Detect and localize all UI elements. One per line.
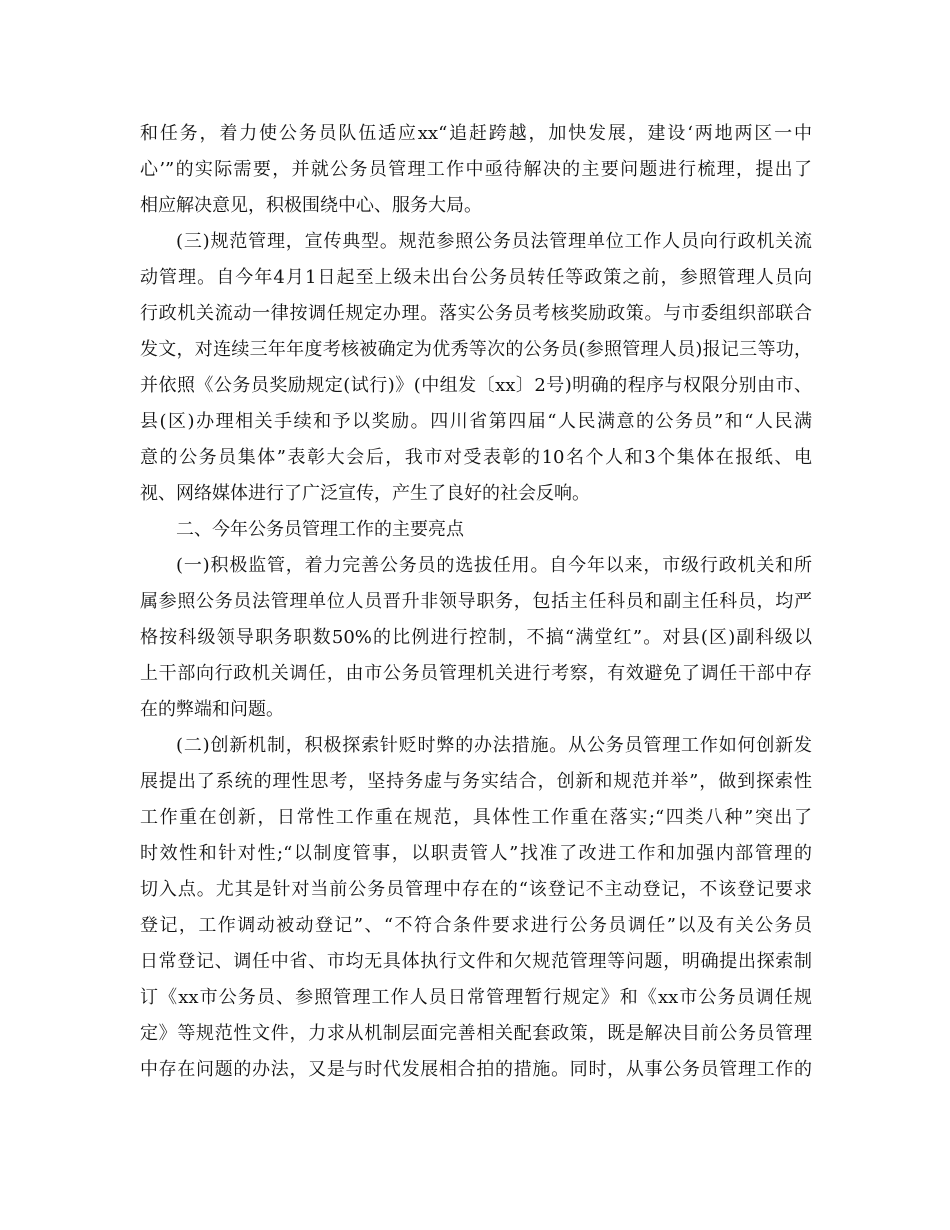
text-line: 展提出了系统的理性思考，坚持务虚与务实结合，创新和规范并举”，做到探索性 [140,771,812,792]
text-line: 心’”的实际需要，并就公务员管理工作中亟待解决的主要问题进行梳理，提出了 [140,159,812,180]
text-line: 切入点。尤其是针对当前公务员管理中存在的“该登记不主动登记，不该登记要求 [140,879,812,900]
text-line: 工作重在创新，日常性工作重在规范，具体性工作重在落实;“四类八种”突出了 [140,807,812,828]
text-line: (三)规范管理，宣传典型。规范参照公务员法管理单位工作人员向行政机关流 [176,231,812,252]
text-line: 并依照《公务员奖励规定(试行)》(中组发〔xx〕2号)明确的程序与权限分别由市、 [140,375,812,396]
text-line: 格按科级领导职务职数50%的比例进行控制，不搞“满堂红”。对县(区)副科级以 [140,627,812,648]
document-body [140,116,812,1088]
text-line: 日常登记、调任中省、市均无具体执行文件和欠规范管理等问题，明确提出探索制 [140,951,812,972]
text-line: 在的弊端和问题。 [140,699,284,720]
text-line: (一)积极监管，着力完善公务员的选拔任用。自今年以来，市级行政机关和所 [176,555,812,576]
text-line: 视、网络媒体进行了广泛宣传，产生了良好的社会反响。 [140,483,590,504]
text-line: 二、今年公务员管理工作的主要亮点 [176,519,464,540]
text-line: 属参照公务员法管理单位人员晋升非领导职务，包括主任科员和副主任科员，均严 [140,591,812,612]
text-line: 时效性和针对性;“以制度管事，以职责管人”找准了改进工作和加强内部管理的 [140,843,812,864]
text-line: (二)创新机制，积极探索针贬时弊的办法措施。从公务员管理工作如何创新发 [176,735,812,756]
text-line: 相应解决意见，积极围绕中心、服务大局。 [140,195,482,216]
text-line: 和任务，着力使公务员队伍适应xx“追赶跨越，加快发展，建设‘两地两区一中 [140,123,812,144]
text-line: 订《xx市公务员、参照管理工作人员日常管理暂行规定》和《xx市公务员调任规 [140,987,812,1008]
text-line: 上干部向行政机关调任，由市公务员管理机关进行考察，有效避免了调任干部中存 [140,663,812,684]
text-line: 县(区)办理相关手续和予以奖励。四川省第四届“人民满意的公务员”和“人民满 [140,411,812,432]
text-line: 意的公务员集体”表彰大会后，我市对受表彰的10名个人和3个集体在报纸、电 [140,447,812,468]
text-line: 定》等规范性文件，力求从机制层面完善相关配套政策，既是解决目前公务员管理 [140,1023,812,1044]
text-line: 登记，工作调动被动登记”、“不符合条件要求进行公务员调任”以及有关公务员 [140,915,812,936]
text-line: 行政机关流动一律按调任规定办理。落实公务员考核奖励政策。与市委组织部联合 [140,303,812,324]
text-line: 动管理。自今年4月1日起至上级未出台公务员转任等政策之前，参照管理人员向 [140,267,812,288]
text-line: 中存在问题的办法，又是与时代发展相合拍的措施。同时，从事公务员管理工作的 [140,1059,812,1080]
text-line: 发文，对连续三年年度考核被确定为优秀等次的公务员(参照管理人员)报记三等功， [140,339,812,360]
